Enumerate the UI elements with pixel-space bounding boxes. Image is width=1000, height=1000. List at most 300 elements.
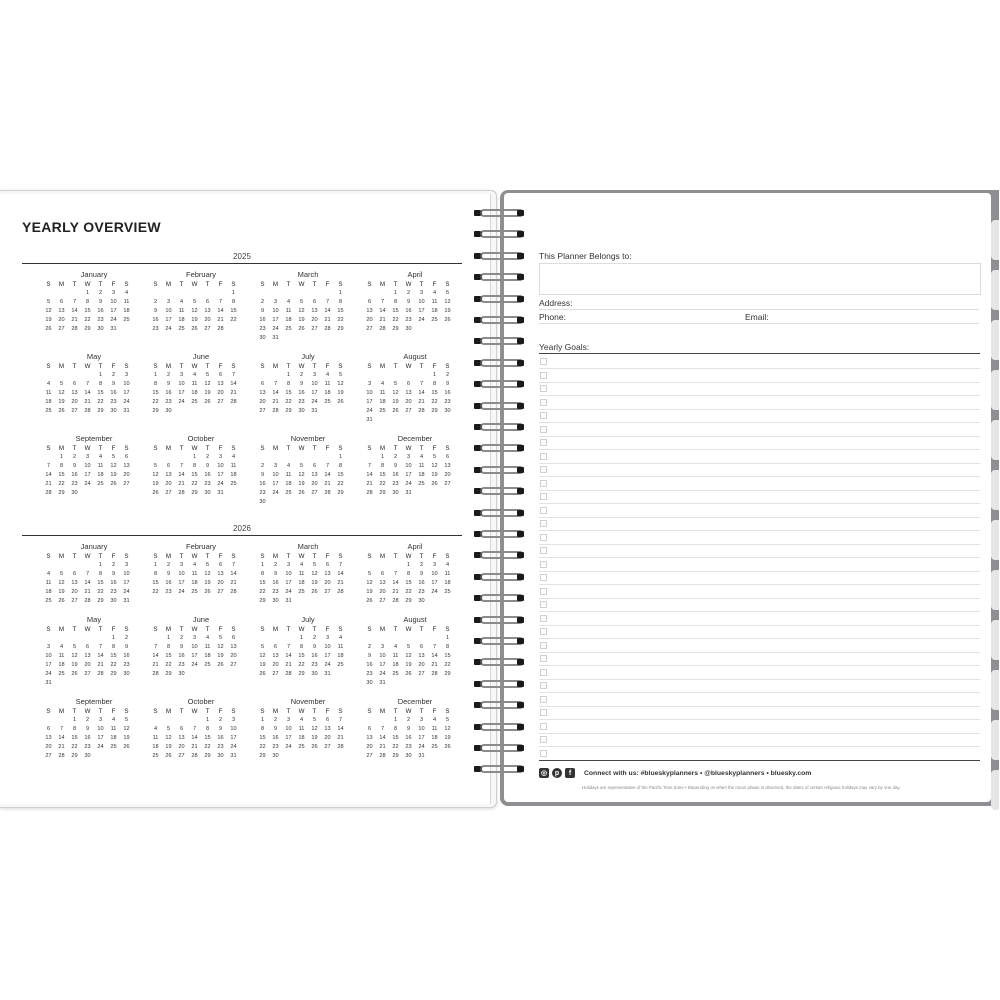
day-number: 3 bbox=[367, 381, 372, 387]
day-number: 15 bbox=[84, 308, 91, 314]
day-number: 22 bbox=[97, 589, 104, 595]
day-number: 3 bbox=[286, 717, 291, 723]
day-number: 5 bbox=[205, 372, 210, 378]
day-number: 23 bbox=[259, 490, 266, 496]
day-number: 23 bbox=[298, 399, 305, 405]
spiral-ring bbox=[472, 401, 528, 411]
weekday-header: S bbox=[338, 626, 343, 633]
day-number: 5 bbox=[166, 726, 171, 732]
tab[interactable] bbox=[991, 370, 999, 410]
mini-calendar bbox=[42, 270, 146, 343]
weekday-header: S bbox=[153, 363, 158, 370]
tab[interactable] bbox=[991, 320, 999, 360]
day-number: 11 bbox=[285, 308, 292, 314]
day-number: 21 bbox=[324, 481, 331, 487]
goal-checkbox[interactable] bbox=[540, 480, 547, 487]
day-number: 12 bbox=[110, 463, 117, 469]
day-number: 15 bbox=[379, 472, 386, 478]
goal-row[interactable] bbox=[539, 355, 980, 369]
goal-checkbox[interactable] bbox=[540, 642, 547, 649]
day-number: 14 bbox=[84, 580, 91, 586]
day-number: 21 bbox=[191, 744, 198, 750]
goal-checkbox[interactable] bbox=[540, 412, 547, 419]
day-number: 19 bbox=[298, 317, 305, 323]
mini-calendar bbox=[149, 542, 253, 606]
day-number: 6 bbox=[419, 644, 424, 650]
weekday-header: S bbox=[260, 553, 265, 560]
day-number: 28 bbox=[379, 326, 386, 332]
goal-checkbox[interactable] bbox=[540, 615, 547, 622]
goal-checkbox[interactable] bbox=[540, 655, 547, 662]
day-number: 5 bbox=[393, 381, 398, 387]
goal-row[interactable] bbox=[539, 531, 980, 545]
day-number: 11 bbox=[418, 463, 425, 469]
day-number: 17 bbox=[285, 735, 292, 741]
empty-day bbox=[363, 371, 376, 380]
weekday-header: F bbox=[111, 708, 116, 715]
day-number: 6 bbox=[59, 299, 64, 305]
goal-checkbox[interactable] bbox=[540, 669, 547, 676]
day-number: 26 bbox=[337, 399, 344, 405]
empty-day bbox=[282, 634, 295, 643]
day-number: 22 bbox=[71, 744, 78, 750]
goal-checkbox[interactable] bbox=[540, 601, 547, 608]
weekday-header: M bbox=[272, 708, 279, 715]
day-number: 25 bbox=[152, 753, 159, 759]
day-number: 1 bbox=[260, 562, 265, 568]
goal-row[interactable] bbox=[539, 450, 980, 464]
day-number: 22 bbox=[337, 481, 344, 487]
weekday-header: M bbox=[165, 363, 172, 370]
day-number: 18 bbox=[418, 472, 425, 478]
day-number: 25 bbox=[191, 399, 198, 405]
tab[interactable] bbox=[991, 470, 999, 510]
goal-row[interactable] bbox=[539, 571, 980, 585]
day-number: 27 bbox=[311, 326, 318, 332]
day-number: 6 bbox=[166, 463, 171, 469]
day-number: 6 bbox=[325, 562, 330, 568]
day-number: 22 bbox=[259, 744, 266, 750]
owner-name-field[interactable] bbox=[539, 263, 981, 295]
facebook-icon[interactable]: f bbox=[565, 768, 575, 778]
goal-row[interactable] bbox=[539, 585, 980, 599]
day-number: 12 bbox=[311, 571, 318, 577]
goal-row[interactable] bbox=[539, 382, 980, 396]
weekday-header: S bbox=[46, 281, 51, 288]
goal-row[interactable] bbox=[539, 720, 980, 734]
weekday-header: M bbox=[165, 281, 172, 288]
weekday-header: S bbox=[367, 553, 372, 560]
day-number: 17 bbox=[272, 317, 279, 323]
day-number: 8 bbox=[260, 571, 265, 577]
day-number: 1 bbox=[393, 290, 398, 296]
empty-day bbox=[269, 634, 282, 643]
day-number: 12 bbox=[444, 299, 451, 305]
empty-day bbox=[269, 371, 282, 380]
day-number: 26 bbox=[110, 481, 117, 487]
day-number: 24 bbox=[123, 399, 130, 405]
month-name: June bbox=[192, 615, 210, 624]
weekday-header: W bbox=[191, 281, 198, 288]
tab[interactable] bbox=[991, 620, 999, 660]
weekday-header: S bbox=[260, 708, 265, 715]
day-number: 27 bbox=[230, 662, 237, 668]
mini-calendar bbox=[149, 434, 253, 507]
goal-row[interactable] bbox=[539, 639, 980, 653]
day-number: 15 bbox=[337, 472, 344, 478]
day-number: 6 bbox=[85, 644, 90, 650]
weekday-header: W bbox=[84, 281, 91, 288]
instagram-icon[interactable]: ◎ bbox=[540, 770, 548, 777]
day-number: 4 bbox=[192, 372, 197, 378]
day-number: 7 bbox=[85, 381, 90, 387]
goal-row[interactable] bbox=[539, 706, 980, 720]
day-number: 30 bbox=[165, 408, 172, 414]
weekday-header: T bbox=[205, 363, 210, 370]
day-number: 24 bbox=[191, 662, 198, 668]
goal-row[interactable] bbox=[539, 679, 980, 693]
weekday-header: M bbox=[272, 445, 279, 452]
day-number: 11 bbox=[324, 381, 331, 387]
goal-row[interactable] bbox=[539, 517, 980, 531]
day-number: 31 bbox=[379, 680, 386, 686]
day-number: 6 bbox=[231, 635, 236, 641]
day-number: 19 bbox=[444, 735, 451, 741]
day-number: 16 bbox=[217, 735, 224, 741]
day-number: 23 bbox=[444, 399, 451, 405]
day-number: 19 bbox=[204, 580, 211, 586]
day-number: 30 bbox=[84, 753, 91, 759]
day-number: 17 bbox=[379, 662, 386, 668]
day-number: 21 bbox=[324, 317, 331, 323]
weekday-header: T bbox=[98, 553, 103, 560]
day-number: 31 bbox=[217, 490, 224, 496]
goal-checkbox[interactable] bbox=[540, 682, 547, 689]
mini-calendar bbox=[256, 270, 360, 343]
day-number: 4 bbox=[205, 635, 210, 641]
address-line[interactable] bbox=[539, 309, 979, 310]
day-number: 22 bbox=[152, 589, 159, 595]
month-name: January bbox=[80, 270, 108, 279]
mini-calendar bbox=[256, 434, 360, 507]
day-number: 7 bbox=[72, 299, 77, 305]
goal-row[interactable] bbox=[539, 558, 980, 572]
goal-checkbox[interactable] bbox=[540, 358, 547, 365]
day-number: 14 bbox=[230, 381, 237, 387]
goal-checkbox[interactable] bbox=[540, 736, 547, 743]
goal-row[interactable] bbox=[539, 733, 980, 747]
day-number: 11 bbox=[178, 308, 185, 314]
goal-row[interactable] bbox=[539, 747, 980, 761]
tab[interactable] bbox=[991, 570, 999, 610]
day-number: 24 bbox=[285, 744, 292, 750]
day-number: 30 bbox=[405, 326, 412, 332]
month-name: July bbox=[301, 352, 315, 361]
goal-row[interactable] bbox=[539, 693, 980, 707]
weekday-header: S bbox=[46, 708, 51, 715]
day-number: 24 bbox=[418, 744, 425, 750]
weekday-header: S bbox=[153, 553, 158, 560]
day-number: 20 bbox=[204, 317, 211, 323]
day-number: 7 bbox=[59, 726, 64, 732]
day-number: 14 bbox=[230, 571, 237, 577]
goal-row[interactable] bbox=[539, 490, 980, 504]
goal-row[interactable] bbox=[539, 436, 980, 450]
day-number: 6 bbox=[406, 381, 411, 387]
day-number: 21 bbox=[217, 317, 224, 323]
spiral-binding bbox=[472, 208, 532, 788]
day-number: 12 bbox=[45, 308, 52, 314]
empty-day bbox=[55, 371, 68, 380]
day-number: 18 bbox=[392, 662, 399, 668]
goal-checkbox[interactable] bbox=[540, 372, 547, 379]
day-number: 19 bbox=[311, 580, 318, 586]
empty-day bbox=[415, 634, 428, 643]
day-number: 8 bbox=[166, 644, 171, 650]
spiral-ring bbox=[472, 743, 528, 753]
day-number: 27 bbox=[366, 326, 373, 332]
spiral-ring bbox=[472, 722, 528, 732]
day-number: 9 bbox=[111, 381, 116, 387]
day-number: 10 bbox=[178, 381, 185, 387]
empty-day bbox=[94, 634, 107, 643]
day-number: 22 bbox=[392, 317, 399, 323]
month-name: March bbox=[297, 270, 319, 279]
weekday-header: F bbox=[325, 445, 330, 452]
mini-calendar bbox=[363, 270, 467, 343]
goal-row[interactable] bbox=[539, 423, 980, 437]
day-number: 12 bbox=[165, 735, 172, 741]
day-number: 25 bbox=[298, 589, 305, 595]
goal-checkbox[interactable] bbox=[540, 574, 547, 581]
weekday-header: S bbox=[124, 445, 129, 452]
day-number: 7 bbox=[85, 571, 90, 577]
weekday-header: T bbox=[312, 363, 317, 370]
day-number: 18 bbox=[152, 744, 159, 750]
day-number: 12 bbox=[298, 472, 305, 478]
day-number: 8 bbox=[299, 644, 304, 650]
day-number: 26 bbox=[58, 598, 65, 604]
day-number: 7 bbox=[273, 381, 278, 387]
day-number: 29 bbox=[58, 490, 65, 496]
mini-calendar bbox=[42, 697, 146, 761]
day-number: 20 bbox=[217, 580, 224, 586]
day-number: 21 bbox=[431, 662, 438, 668]
day-number: 10 bbox=[418, 726, 425, 732]
weekday-header: M bbox=[58, 363, 65, 370]
phone-label: Phone: bbox=[539, 312, 566, 322]
day-number: 19 bbox=[366, 589, 373, 595]
goal-row[interactable] bbox=[539, 598, 980, 612]
day-number: 15 bbox=[405, 580, 412, 586]
day-number: 16 bbox=[71, 472, 78, 478]
day-number: 16 bbox=[204, 472, 211, 478]
day-number: 14 bbox=[217, 308, 224, 314]
weekday-header: F bbox=[111, 626, 116, 633]
weekday-header: T bbox=[312, 553, 317, 560]
tab[interactable] bbox=[991, 720, 999, 760]
tab[interactable] bbox=[991, 670, 999, 710]
tab[interactable] bbox=[991, 420, 999, 460]
day-number: 13 bbox=[324, 571, 331, 577]
day-number: 13 bbox=[84, 653, 91, 659]
day-number: 18 bbox=[45, 589, 52, 595]
pinterest-icon[interactable]: p bbox=[552, 768, 562, 778]
goal-row[interactable] bbox=[539, 625, 980, 639]
day-number: 25 bbox=[392, 671, 399, 677]
day-number: 29 bbox=[97, 408, 104, 414]
empty-day bbox=[162, 716, 175, 725]
year-block-2025 bbox=[22, 252, 462, 507]
weekday-header: M bbox=[379, 708, 386, 715]
goal-checkbox[interactable] bbox=[540, 453, 547, 460]
day-number: 14 bbox=[45, 472, 52, 478]
day-number: 29 bbox=[259, 598, 266, 604]
goal-checkbox[interactable] bbox=[540, 493, 547, 500]
weekday-header: S bbox=[231, 553, 236, 560]
day-number: 30 bbox=[259, 335, 266, 341]
day-number: 12 bbox=[204, 571, 211, 577]
day-number: 25 bbox=[298, 744, 305, 750]
day-number: 7 bbox=[380, 299, 385, 305]
day-number: 27 bbox=[58, 326, 65, 332]
weekday-header: T bbox=[286, 281, 291, 288]
tab[interactable] bbox=[991, 270, 999, 310]
weekday-header: F bbox=[325, 708, 330, 715]
email-label: Email: bbox=[745, 312, 769, 322]
goal-row[interactable] bbox=[539, 409, 980, 423]
goal-checkbox[interactable] bbox=[540, 466, 547, 473]
goal-checkbox[interactable] bbox=[540, 426, 547, 433]
day-number: 21 bbox=[230, 390, 237, 396]
day-number: 3 bbox=[179, 562, 184, 568]
weekday-header: F bbox=[325, 363, 330, 370]
goal-row[interactable] bbox=[539, 477, 980, 491]
weekday-header: M bbox=[379, 281, 386, 288]
month-name: December bbox=[397, 697, 433, 706]
day-number: 16 bbox=[123, 653, 130, 659]
goal-checkbox[interactable] bbox=[540, 750, 547, 757]
goal-checkbox[interactable] bbox=[540, 534, 547, 541]
tab[interactable] bbox=[991, 770, 999, 810]
goal-checkbox[interactable] bbox=[540, 507, 547, 514]
weekday-header: T bbox=[205, 281, 210, 288]
empty-day bbox=[175, 289, 188, 298]
day-number: 16 bbox=[392, 472, 399, 478]
day-number: 4 bbox=[231, 454, 236, 460]
month-name: August bbox=[403, 352, 427, 361]
day-number: 17 bbox=[285, 580, 292, 586]
empty-day bbox=[269, 453, 282, 462]
day-number: 15 bbox=[259, 580, 266, 586]
weekday-header: M bbox=[272, 553, 279, 560]
day-number: 11 bbox=[379, 390, 386, 396]
day-number: 7 bbox=[231, 372, 236, 378]
goal-checkbox[interactable] bbox=[540, 588, 547, 595]
day-number: 27 bbox=[366, 753, 373, 759]
day-number: 9 bbox=[367, 653, 372, 659]
empty-day bbox=[282, 453, 295, 462]
day-number: 14 bbox=[392, 580, 399, 586]
goal-row[interactable] bbox=[539, 396, 980, 410]
weekday-header: T bbox=[98, 445, 103, 452]
day-number: 23 bbox=[110, 399, 117, 405]
goal-checkbox[interactable] bbox=[540, 439, 547, 446]
day-number: 15 bbox=[97, 390, 104, 396]
goal-row[interactable] bbox=[539, 612, 980, 626]
weekday-header: T bbox=[179, 626, 184, 633]
day-number: 18 bbox=[204, 653, 211, 659]
weekday-header: S bbox=[338, 281, 343, 288]
day-number: 14 bbox=[272, 390, 279, 396]
weekday-header: T bbox=[179, 281, 184, 288]
day-number: 28 bbox=[324, 326, 331, 332]
day-grid bbox=[42, 552, 146, 606]
goal-checkbox[interactable] bbox=[540, 399, 547, 406]
day-number: 23 bbox=[259, 326, 266, 332]
goal-checkbox[interactable] bbox=[540, 628, 547, 635]
day-number: 15 bbox=[392, 735, 399, 741]
tab[interactable] bbox=[991, 220, 999, 260]
weekday-header: S bbox=[153, 281, 158, 288]
day-number: 26 bbox=[217, 662, 224, 668]
goal-row[interactable] bbox=[539, 463, 980, 477]
goal-checkbox[interactable] bbox=[540, 520, 547, 527]
day-number: 23 bbox=[311, 662, 318, 668]
goal-row[interactable] bbox=[539, 652, 980, 666]
day-number: 30 bbox=[110, 408, 117, 414]
day-number: 9 bbox=[299, 381, 304, 387]
day-number: 25 bbox=[230, 481, 237, 487]
day-number: 27 bbox=[259, 408, 266, 414]
weekday-header: T bbox=[179, 363, 184, 370]
day-number: 10 bbox=[191, 644, 198, 650]
goal-checkbox[interactable] bbox=[540, 723, 547, 730]
goal-checkbox[interactable] bbox=[540, 561, 547, 568]
goal-checkbox[interactable] bbox=[540, 547, 547, 554]
goal-row[interactable] bbox=[539, 504, 980, 518]
day-number: 10 bbox=[123, 381, 130, 387]
day-number: 23 bbox=[366, 671, 373, 677]
weekday-header: W bbox=[405, 363, 412, 370]
weekday-header: T bbox=[286, 626, 291, 633]
goal-checkbox[interactable] bbox=[540, 709, 547, 716]
goal-checkbox[interactable] bbox=[540, 385, 547, 392]
phone-email-line[interactable] bbox=[539, 323, 979, 324]
weekday-header: T bbox=[312, 281, 317, 288]
weekday-header: W bbox=[84, 708, 91, 715]
goal-checkbox[interactable] bbox=[540, 696, 547, 703]
goal-row[interactable] bbox=[539, 369, 980, 383]
day-number: 11 bbox=[110, 726, 117, 732]
day-number: 24 bbox=[311, 399, 318, 405]
day-number: 24 bbox=[45, 671, 52, 677]
tab[interactable] bbox=[991, 520, 999, 560]
goal-row[interactable] bbox=[539, 544, 980, 558]
day-grid bbox=[256, 625, 360, 679]
goal-row[interactable] bbox=[539, 666, 980, 680]
day-number: 1 bbox=[260, 717, 265, 723]
right-page bbox=[500, 190, 999, 806]
day-number: 24 bbox=[230, 744, 237, 750]
day-number: 10 bbox=[418, 299, 425, 305]
weekday-header: W bbox=[298, 553, 305, 560]
day-number: 17 bbox=[123, 580, 130, 586]
day-number: 12 bbox=[444, 726, 451, 732]
day-number: 30 bbox=[217, 753, 224, 759]
day-number: 28 bbox=[178, 490, 185, 496]
day-number: 25 bbox=[191, 589, 198, 595]
